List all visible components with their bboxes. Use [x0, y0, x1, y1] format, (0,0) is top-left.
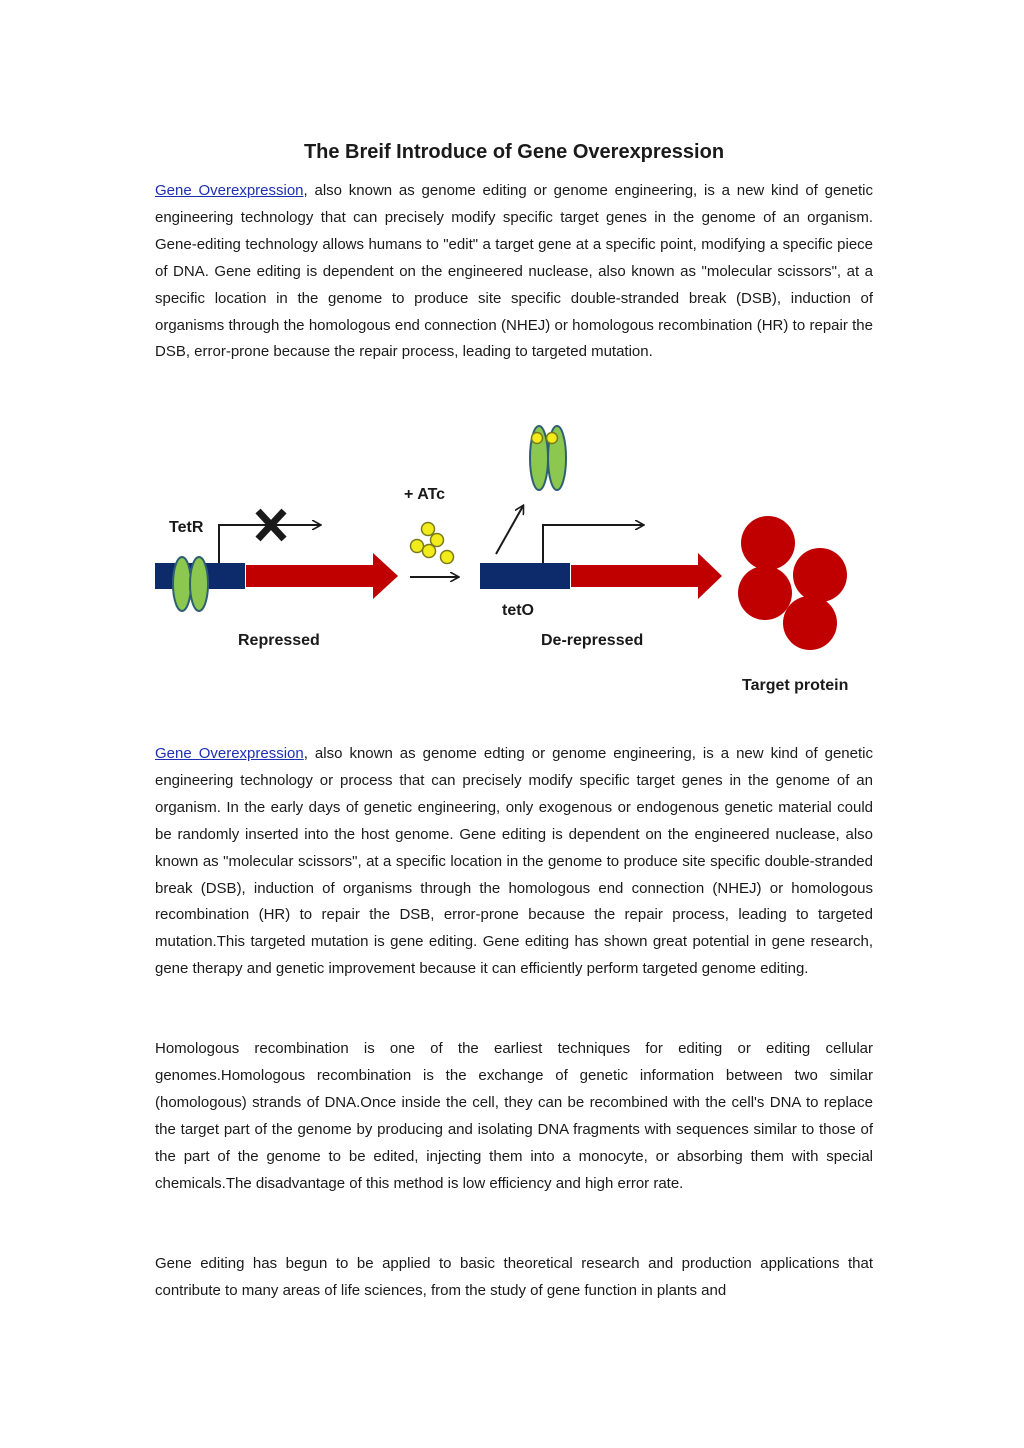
atc-molecule-2 — [431, 534, 444, 547]
right-promoter-arrow — [543, 525, 643, 563]
atc-molecule-1 — [422, 523, 435, 536]
gene-overexpression-link-1[interactable]: Gene Overexpression — [155, 182, 304, 199]
label-repressed: Repressed — [238, 632, 320, 649]
x-mark-icon — [258, 511, 284, 539]
gene-overexpression-link-2[interactable]: Gene Overexpression — [155, 745, 304, 762]
page-title: The Breif Introduce of Gene Overexpression — [303, 141, 725, 163]
left-promoter-box — [155, 563, 245, 589]
label-teto: tetO — [502, 602, 534, 619]
paragraph-3-text: Homologous recombination is one of the earliest techniques for editing or editing cellular genomes.Homologous recombination is the exchange of genetic information between two similar (homologous) strands of DNA.Once inside the cell, they can be recombined with the cell's DNA to replace the target part of the genome by producing and isolating DNA fragments with sequences similar to those of the part of the genome to be edited, injecting them into a monocyte, or absorbing them with special chemicals.The disadvantage of this method is low efficiency and high error rate. — [155, 1040, 873, 1192]
right-gene-arrow — [571, 553, 722, 599]
paragraph-2 — [155, 741, 873, 983]
paragraph-2-text: , also known as genome edting or genome engineering, is a new kind of genetic engineering technology or process that can precisely modify specific target genes in the genome of an organism. In the early days of genetic engineering, only exogenous or endogenous genetic material could be randomly inserted into the host genome. Gene editing is dependent on the engineered nuclease, also known as "molecular scissors", at a specific location in the genome to produce site specific double-stranded break (DSB), induction of organisms through the homologous end connection (NHEJ) or homologous recombination (HR) to repair the DSB, error-prone because the repair process, leading to targeted mutation.This targeted mutation is gene editing. Gene editing has shown great potential in gene research, gene therapy and genetic improvement because it can efficiently perform targeted genome editing. — [155, 745, 873, 978]
released-repressor-oval-1 — [530, 426, 548, 490]
left-repressor-oval-1 — [173, 557, 191, 611]
target-protein-4 — [783, 596, 837, 650]
released-repressor-oval-2 — [548, 426, 566, 490]
target-protein-3 — [738, 566, 792, 620]
label-tetr: TetR — [169, 519, 204, 536]
paragraph-1 — [155, 178, 873, 366]
bound-atc-2 — [547, 433, 558, 444]
atc-molecule-4 — [423, 545, 436, 558]
paragraph-4-text: Gene editing has begun to be applied to basic theoretical research and production applications that contribute to many areas of life sciences, from the study of gene function in plants and — [155, 1255, 873, 1299]
target-protein-1 — [741, 516, 795, 570]
atc-molecule-3 — [411, 540, 424, 553]
label-atc: + ATc — [404, 486, 446, 503]
right-promoter-box — [480, 563, 570, 589]
left-gene-arrow — [246, 553, 398, 599]
paragraph-1-text: , also known as genome editing or genome engineering, is a new kind of genetic engineering technology that can precisely modify specific target genes in the genome of an organism. Gene-editing technology allows humans to "edit" a target gene at a specific point, modifying a specific piece of DNA. Gene editing is dependent on the engineered nuclease, also known as "molecular scissors", at a specific location in the genome to produce site specific double-stranded break (DSB), induction of organisms through the homologous end connection (NHEJ) or homologous recombination (HR) to repair the DSB, error-prone because the repair process, leading to targeted mutation. — [155, 182, 874, 361]
paragraph-4 — [155, 1251, 873, 1305]
left-repressor-oval-2 — [190, 557, 208, 611]
paragraph-3 — [155, 1036, 873, 1197]
left-promoter-arrow — [219, 525, 320, 563]
label-target-protein: Target protein — [742, 677, 849, 694]
atc-molecule-5 — [441, 551, 454, 564]
bound-atc-1 — [532, 433, 543, 444]
label-derepressed: De-repressed — [541, 632, 644, 649]
target-protein-2 — [793, 548, 847, 602]
release-arrow — [496, 506, 523, 554]
